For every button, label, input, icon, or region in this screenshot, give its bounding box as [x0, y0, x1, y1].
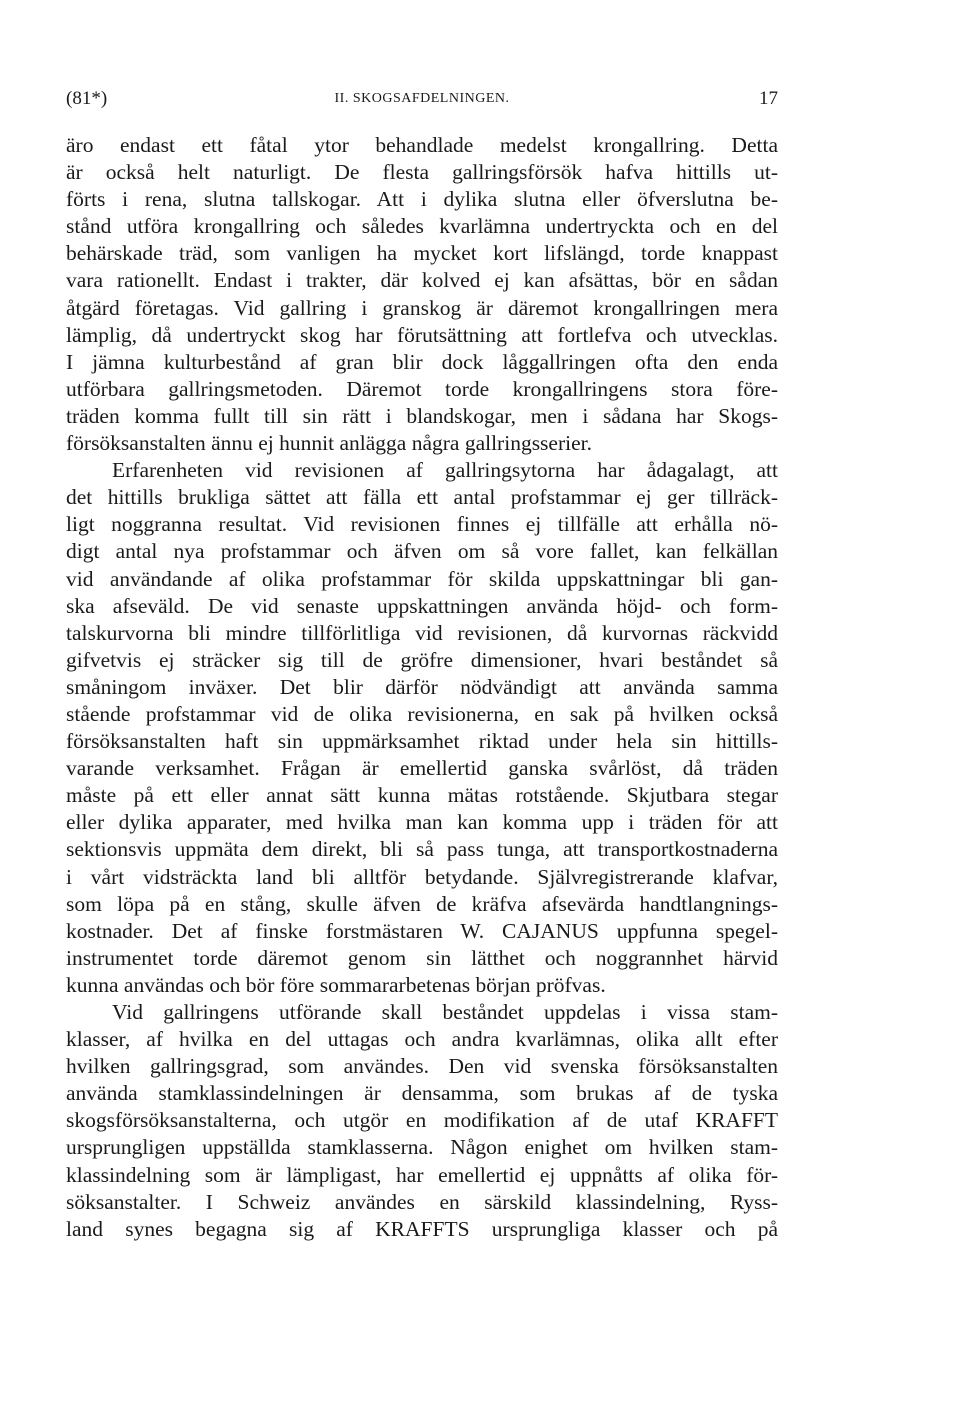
text-line: i vårt vidsträckta land bli alltför betydande. Självregistrerande klafvar, [66, 864, 778, 889]
text-line: stående profstammar vid de olika revisionerna, en sak på hvilken också [66, 701, 778, 726]
text-line: gifvetvis ej sträcker sig till de gröfre dimensioner, hvari beståndet så [66, 647, 778, 672]
text-line: förts i rena, slutna tallskogar. Att i dylika slutna eller öfverslutna be- [66, 187, 778, 212]
text-line: sektionsvis uppmäta dem direkt, bli så pass tunga, att transportkostnaderna [66, 837, 778, 862]
text-line: I jämna kulturbestånd af gran blir dock låggallringen ofta den enda [66, 349, 778, 374]
text-line: måste på ett eller annat sätt kunna mätas rotstående. Skjutbara stegar [66, 783, 778, 808]
text-line: är också helt naturligt. De flesta gallringsförsök hafva hittills ut- [66, 160, 778, 185]
text-line: hvilken gallringsgrad, som användes. Den vid svenska försöksanstalten [66, 1054, 778, 1079]
text-line: talskurvorna bli mindre tillförlitliga vid revisionen, då kurvornas räckvidd [66, 620, 778, 645]
text-line: behärskade träd, som vanligen ha mycket kort lifslängd, torde knappast [66, 241, 778, 266]
text-line: småningom inväxer. Det blir därför nödvändigt att använda samma [66, 674, 778, 699]
text-line: det hittills brukliga sättet att fälla ett antal profstammar ej ger tillräck- [66, 485, 778, 510]
text-line: vara rationellt. Endast i trakter, där kolved ej kan afsättas, bör en sådan [66, 268, 778, 293]
text-line: stånd utföra krongallring och således kvarlämna undertryckta och en del [66, 214, 778, 239]
text-line: ligt noggranna resultat. Vid revisionen finnes ej tillfälle att erhålla nö- [66, 512, 778, 537]
text-line: skogsförsöksanstalterna, och utgör en modifikation af de utaf KRAFFT [66, 1108, 778, 1133]
text-line: försöksanstalten haft sin uppmärksamhet riktad under hela sin hittills- [66, 729, 778, 754]
text-line: utförbara gallringsmetoden. Däremot torde krongallringens stora före- [66, 376, 778, 401]
text-line: instrumentet torde däremot genom sin lätthet och noggrannhet härvid [66, 945, 778, 970]
text-line: använda stamklassindelningen är densamma, som brukas af de tyska [66, 1081, 778, 1106]
header-chapter-title: II. SKOGSAFDELNINGEN. [334, 91, 510, 106]
text-line: åtgärd företagas. Vid gallring i granskog är däremot krongallringen mera [66, 295, 778, 320]
running-header [66, 88, 778, 118]
text-line: vid användande af olika profstammar för skilda uppskattningar bli gan- [66, 566, 778, 591]
text-line: klassindelning som är lämpligast, har emellertid ej uppnåtts af olika för- [66, 1162, 778, 1187]
text-line: söksanstalter. I Schweiz användes en särskild klassindelning, Ryss- [66, 1189, 778, 1214]
text-line: äro endast ett fåtal ytor behandlade medelst krongallring. Detta [66, 133, 778, 157]
text-line: lämplig, då undertryckt skog har förutsättning att fortlefva och utvecklas. [66, 322, 778, 347]
text-line: digt antal nya profstammar och äfven om så vore fallet, kan felkällan [66, 539, 778, 564]
text-line: försöksanstalten ännu ej hunnit anlägga några gallringsserier. [66, 431, 592, 456]
header-section-number: (81*) [66, 88, 108, 109]
text-line: Vid gallringens utförande skall beståndet uppdelas i vissa stam- [112, 1000, 778, 1024]
text-line: klasser, af hvilka en del uttagas och andra kvarlämnas, olika allt efter [66, 1027, 778, 1052]
text-line: land synes begagna sig af KRAFFTS ursprungliga klasser och på [66, 1216, 778, 1241]
text-line: varande verksamhet. Frågan är emellertid ganska svårlöst, då träden [66, 756, 778, 781]
text-line: träden komma fullt till sin rätt i blandskogar, men i sådana har Skogs- [66, 403, 778, 428]
text-line: ska afseväld. De vid senaste uppskattningen använda höjd- och form- [66, 593, 778, 618]
text-line: kunna användas och bör före sommararbetenas början pröfvas. [66, 972, 606, 997]
text-line: som löpa på en stång, skulle äfven de kräfva afsevärda handtlangnings- [66, 891, 778, 916]
text-line: eller dylika apparater, med hvilka man kan komma upp i träden för att [66, 810, 778, 835]
text-line: Erfarenheten vid revisionen af gallringsytorna har ådagalagt, att [112, 458, 778, 483]
body-text [66, 132, 778, 1243]
text-line: ursprungligen uppställda stamklasserna. Någon enighet om hvilken stam- [66, 1135, 778, 1160]
page-number: 17 [759, 88, 778, 109]
text-line: kostnader. Det af finske forstmästaren W. CAJANUS uppfunna spegel- [66, 918, 778, 943]
